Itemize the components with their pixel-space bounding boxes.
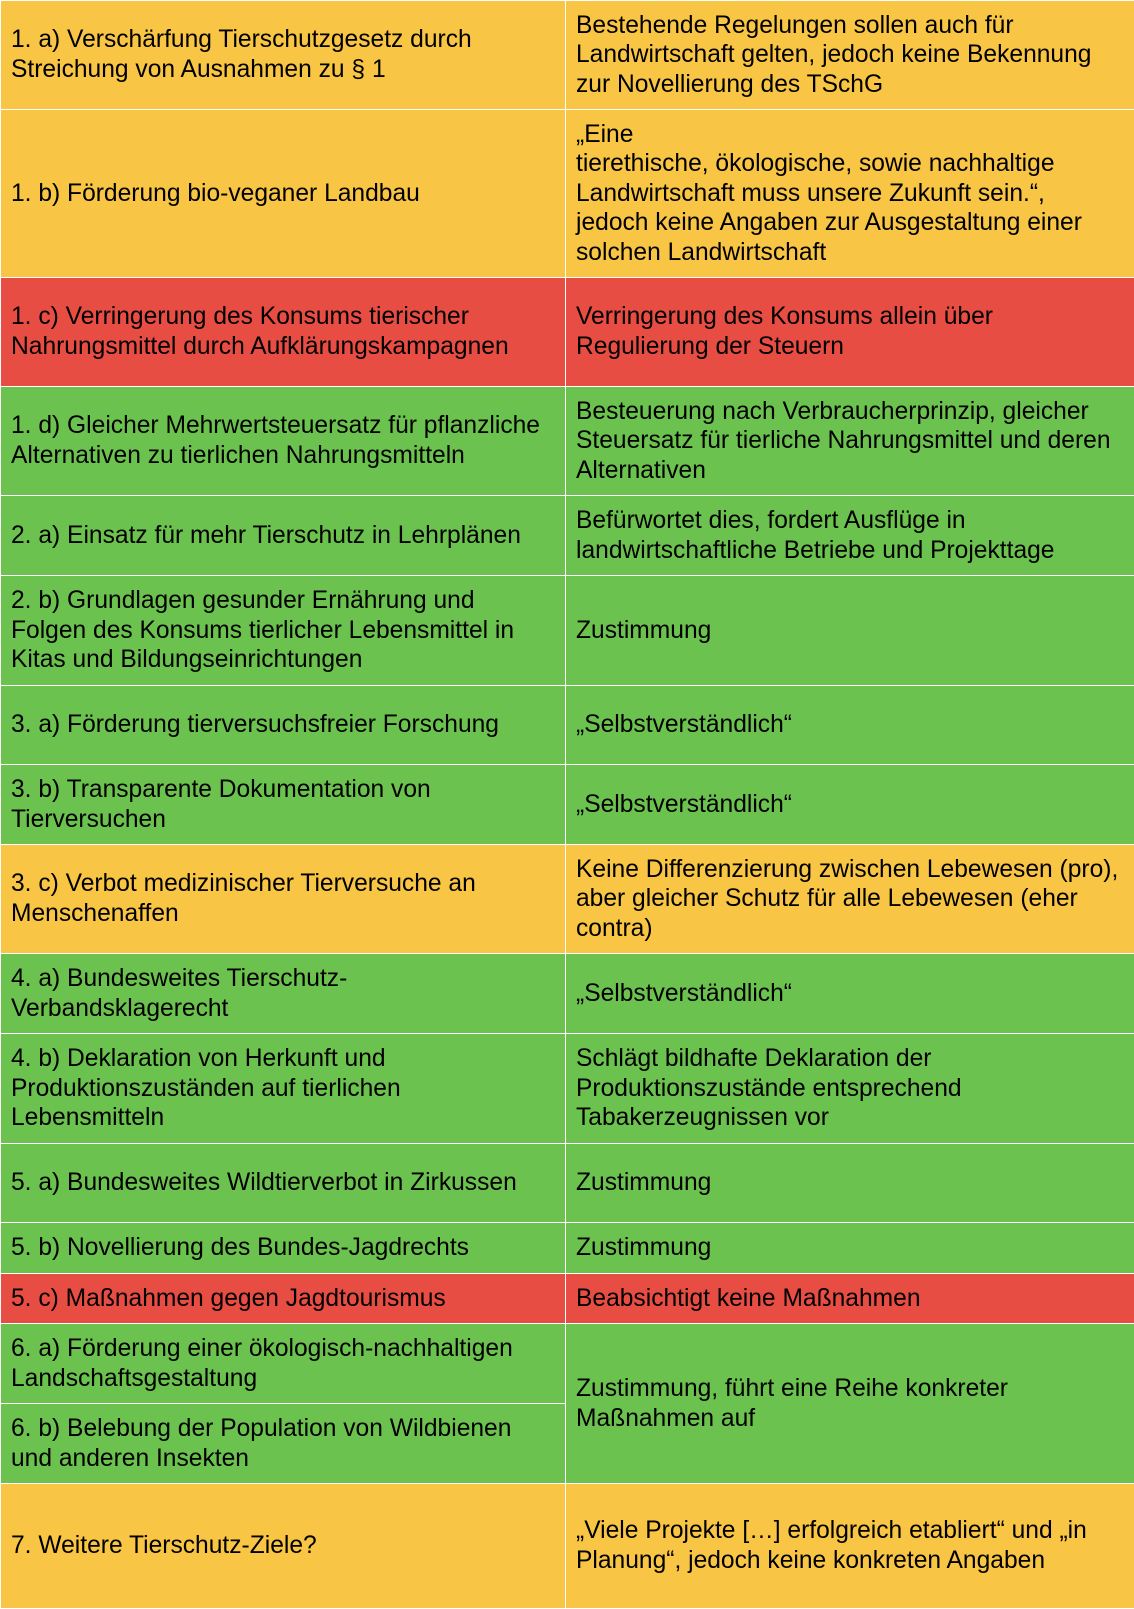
demand-cell: 3. b) Transparente Dokumentation von Tierversuchen: [1, 765, 566, 845]
table-row: [1, 1223, 1134, 1274]
response-cell: Bestehende Regelungen sollen auch für Landwirtschaft gelten, jedoch keine Bekennung zur Novellierung des TSchG: [566, 1, 1134, 110]
table-row: [1, 1484, 1134, 1609]
demand-cell: 1. c) Verringerung des Konsums tierischer Nahrungsmittel durch Aufklärungskampagnen: [1, 278, 566, 387]
response-cell: „Selbstverständlich“: [566, 686, 1134, 765]
demand-cell: 5. c) Maßnahmen gegen Jagdtourismus: [1, 1274, 566, 1324]
demand-cell: 1. d) Gleicher Mehrwertsteuersatz für pflanzliche Alternativen zu tierlichen Nahrungsmitteln: [1, 387, 566, 496]
table-row: [1, 845, 1134, 954]
response-cell: Besteuerung nach Verbraucherprinzip, gleicher Steuersatz für tierliche Nahrungsmittel und deren Alternativen: [566, 387, 1134, 496]
demand-cell: 4. b) Deklaration von Herkunft und Produktionszuständen auf tierlichen Lebensmitteln: [1, 1034, 566, 1144]
table-row: [1, 387, 1134, 496]
table-row: [1, 110, 1134, 278]
response-cell: „Viele Projekte […] erfolgreich etabliert“ und „in Planung“, jedoch keine konkreten Angaben: [566, 1484, 1134, 1609]
table-row: [1, 496, 1134, 576]
table-row: [1, 1324, 1134, 1404]
table-row: [1, 1, 1134, 110]
table-row: [1, 576, 1134, 686]
response-cell: Zustimmung: [566, 1144, 1134, 1223]
response-cell: Zustimmung: [566, 576, 1134, 686]
response-cell: Befürwortet dies, fordert Ausflüge in landwirtschaftliche Betriebe und Projekttage: [566, 496, 1134, 576]
response-cell: Verringerung des Konsums allein über Regulierung der Steuern: [566, 278, 1134, 387]
response-cell: „Selbstverständlich“: [566, 954, 1134, 1034]
demand-cell: 5. a) Bundesweites Wildtierverbot in Zirkussen: [1, 1144, 566, 1223]
demand-cell: 1. a) Verschärfung Tierschutzgesetz durch Streichung von Ausnahmen zu § 1: [1, 1, 566, 110]
response-cell: „Eine tierethische, ökologische, sowie nachhaltige Landwirtschaft muss unsere Zukunft sein.“, jedoch keine Angaben zur Ausgestaltung einer solchen Landwirtschaft: [566, 110, 1134, 278]
demand-cell: 7. Weitere Tierschutz-Ziele?: [1, 1484, 566, 1609]
response-cell: Schlägt bildhafte Deklaration der Produktionszustände entsprechend Tabakerzeugnissen vor: [566, 1034, 1134, 1144]
demand-cell: 2. b) Grundlagen gesunder Ernährung und Folgen des Konsums tierlicher Lebensmittel in Kitas und Bildungseinrichtungen: [1, 576, 566, 686]
table-row: [1, 1034, 1134, 1144]
response-cell: „Selbstverständlich“: [566, 765, 1134, 845]
table-row: [1, 278, 1134, 387]
response-cell: Keine Differenzierung zwischen Lebewesen (pro), aber gleicher Schutz für alle Lebewesen (eher contra): [566, 845, 1134, 954]
response-cell: Zustimmung, führt eine Reihe konkreter Maßnahmen auf: [566, 1324, 1134, 1484]
table-row: [1, 1274, 1134, 1324]
table-row: [1, 1144, 1134, 1223]
demand-cell: 6. a) Förderung einer ökologisch-nachhaltigen Landschaftsgestaltung: [1, 1324, 566, 1404]
demand-cell: 3. a) Förderung tierversuchsfreier Forschung: [1, 686, 566, 765]
demand-cell: 2. a) Einsatz für mehr Tierschutz in Lehrplänen: [1, 496, 566, 576]
table-row: [1, 686, 1134, 765]
response-cell: Zustimmung: [566, 1223, 1134, 1274]
table-row: [1, 765, 1134, 845]
response-cell: Beabsichtigt keine Maßnahmen: [566, 1274, 1134, 1324]
demand-cell: 3. c) Verbot medizinischer Tierversuche an Menschenaffen: [1, 845, 566, 954]
demand-cell: 4. a) Bundesweites Tierschutz-Verbandsklagerecht: [1, 954, 566, 1034]
demand-cell: 6. b) Belebung der Population von Wildbienen und anderen Insekten: [1, 1404, 566, 1484]
table-row: [1, 954, 1134, 1034]
demand-cell: 1. b) Förderung bio-veganer Landbau: [1, 110, 566, 278]
demand-cell: 5. b) Novellierung des Bundes-Jagdrechts: [1, 1223, 566, 1274]
